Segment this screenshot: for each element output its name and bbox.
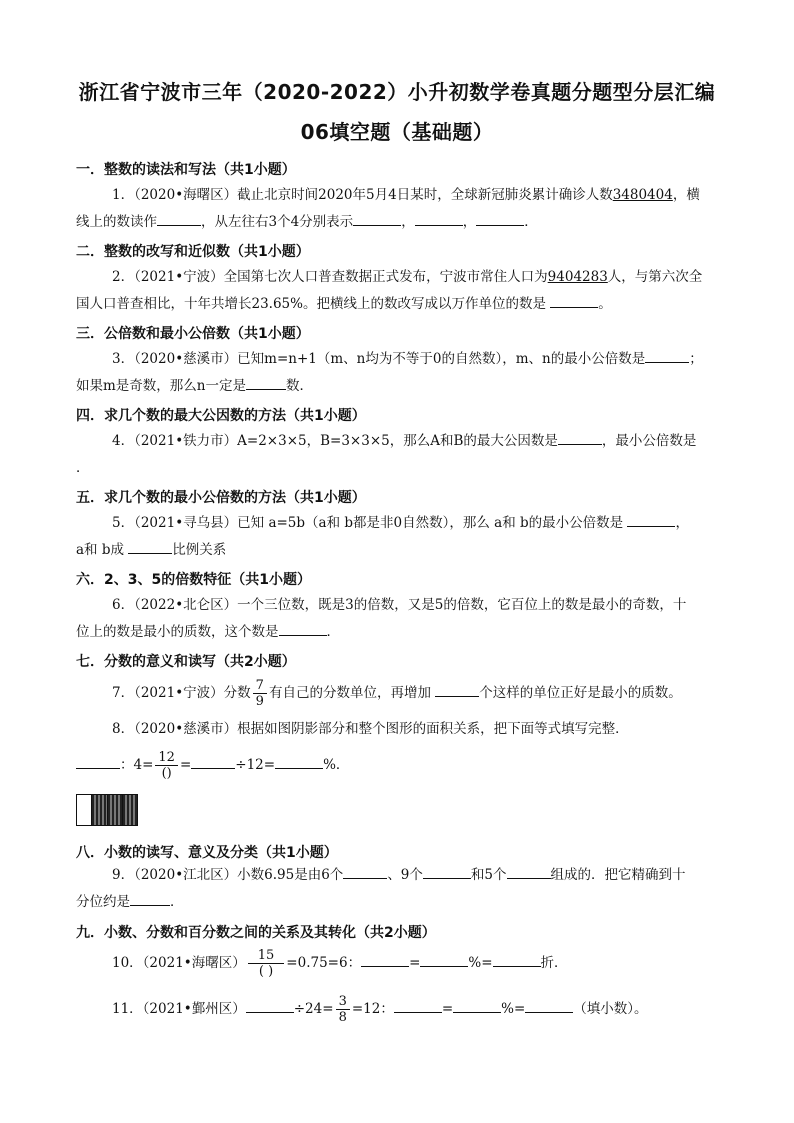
question-9: 9．（2020•江北区）小数6.95是由6个 、9个 和5个 组成的．把它精确到十 分位约是 ．: [112, 862, 722, 916]
answer-blank[interactable]: [246, 375, 286, 390]
figure-cell-shaded: [122, 795, 137, 825]
fraction: $\frac{15}{( )}$: [248, 948, 285, 979]
section-heading-1: 一．整数的读法和写法（共1小题）: [76, 162, 296, 178]
answer-blank[interactable]: [128, 539, 172, 554]
section-heading-8: 八．小数的读写、意义及分类（共1小题）: [76, 845, 338, 861]
answer-blank[interactable]: [353, 211, 401, 226]
figure-cell-shaded: [91, 795, 106, 825]
question-3: 3．（2020•慈溪市）已知m=n+1（m、n均为不等于0的自然数），m、n的最小公倍数是 ； 如果m是奇数，那么n一定是 数．: [112, 346, 722, 400]
answer-blank[interactable]: [191, 754, 235, 769]
answer-blank[interactable]: [246, 998, 294, 1013]
answer-blank[interactable]: [394, 998, 442, 1013]
answer-blank[interactable]: [453, 998, 501, 1013]
answer-blank[interactable]: [645, 348, 689, 363]
question-10: 10．（2021•海曙区） $\frac{15}{( )}$ =0.75=6： = %= 折．: [112, 948, 568, 979]
section-heading-4: 四．求几个数的最大公因数的方法（共1小题）: [76, 408, 366, 424]
answer-blank[interactable]: [558, 430, 602, 445]
answer-blank[interactable]: [435, 682, 479, 697]
question-11: 11．（2021•鄞州区） ÷24= $\frac{3}{8}$ =12： = %= （填小数）。: [112, 994, 648, 1025]
question-8: 8．（2020•慈溪市）根据如图阴影部分和整个图形的面积关系，把下面等式填写完整．: [112, 721, 629, 737]
page-title: 浙江省宁波市三年（2020-2022）小升初数学卷真题分题型分层汇编: [78, 80, 716, 104]
answer-blank[interactable]: [423, 864, 471, 879]
section-heading-6: 六．2、3、5的倍数特征（共1小题）: [76, 572, 311, 588]
section-heading-9: 九．小数、分数和百分数之间的关系及其转化（共2小题）: [76, 925, 436, 941]
answer-blank[interactable]: [550, 293, 598, 308]
answer-blank[interactable]: [130, 891, 170, 906]
question-7: 7．（2021•宁波）分数 $\frac{7}{9}$ 有自己的分数单位，再增加 个这样的单位正好是最小的质数。: [112, 678, 682, 709]
answer-blank[interactable]: [76, 754, 120, 769]
section-heading-3: 三．公倍数和最小公倍数（共1小题）: [76, 326, 310, 342]
figure-cell-blank: [77, 795, 91, 825]
answer-blank[interactable]: [343, 864, 387, 879]
fraction: $\frac{7}{9}$: [253, 678, 267, 709]
answer-blank[interactable]: [361, 952, 409, 967]
page-subtitle: 06填空题（基础题）: [300, 120, 494, 144]
answer-blank[interactable]: [420, 952, 468, 967]
answer-blank[interactable]: [525, 998, 573, 1013]
answer-blank[interactable]: [493, 952, 541, 967]
question-1: 1．（2020•海曙区）截止北京时间2020年5月4日某时，全球新冠肺炎累计确诊人数3480404，横 线上的数读作 ，从左往右3个4分别表示 ， ， ．: [76, 187, 700, 230]
answer-blank[interactable]: [157, 211, 201, 226]
question-2: 2．（2021•宁波）全国第七次人口普查数据正式发布，宁波市常住人口为9404283人，与第六次全 国人口普查相比，十年共增长23.65%。把横线上的数改写成以万作单位的数是 。: [76, 269, 703, 312]
answer-blank[interactable]: [627, 512, 675, 527]
question-6: 6．（2022•北仑区）一个三位数，既是3的倍数，又是5的倍数，它百位上的数是最小的奇数，十 位上的数是最小的质数，这个数是 ．: [76, 597, 687, 640]
question-5: 5．（2021•寻乌县）已知 a=5b（a和 b都是非0自然数），那么 a和 b的最小公倍数是 ， a和 b成 比例关系: [112, 510, 722, 564]
figure-cell-shaded: [107, 795, 122, 825]
answer-blank[interactable]: [476, 211, 524, 226]
shaded-rectangle-figure: [76, 794, 138, 826]
question-8-equation: ：4= $\frac{12}{()}$ = ÷12= %．: [76, 750, 349, 781]
underlined-number: 3480404: [612, 187, 673, 203]
section-heading-2: 二．整数的改写和近似数（共1小题）: [76, 244, 310, 260]
fraction: $\frac{12}{()}$: [155, 750, 178, 781]
section-heading-7: 七．分数的意义和读写（共2小题）: [76, 654, 296, 670]
answer-blank[interactable]: [275, 754, 323, 769]
answer-blank[interactable]: [507, 864, 551, 879]
section-heading-5: 五．求几个数的最小公倍数的方法（共1小题）: [76, 490, 366, 506]
underlined-number: 9404283: [547, 269, 608, 285]
answer-blank[interactable]: [279, 621, 327, 636]
fraction: $\frac{3}{8}$: [336, 994, 350, 1025]
answer-blank[interactable]: [415, 211, 463, 226]
question-4: 4．（2021•铁力市）A=2×3×5，B=3×3×5，那么A和B的最大公因数是 ，最小公倍数是 ．: [112, 428, 722, 482]
